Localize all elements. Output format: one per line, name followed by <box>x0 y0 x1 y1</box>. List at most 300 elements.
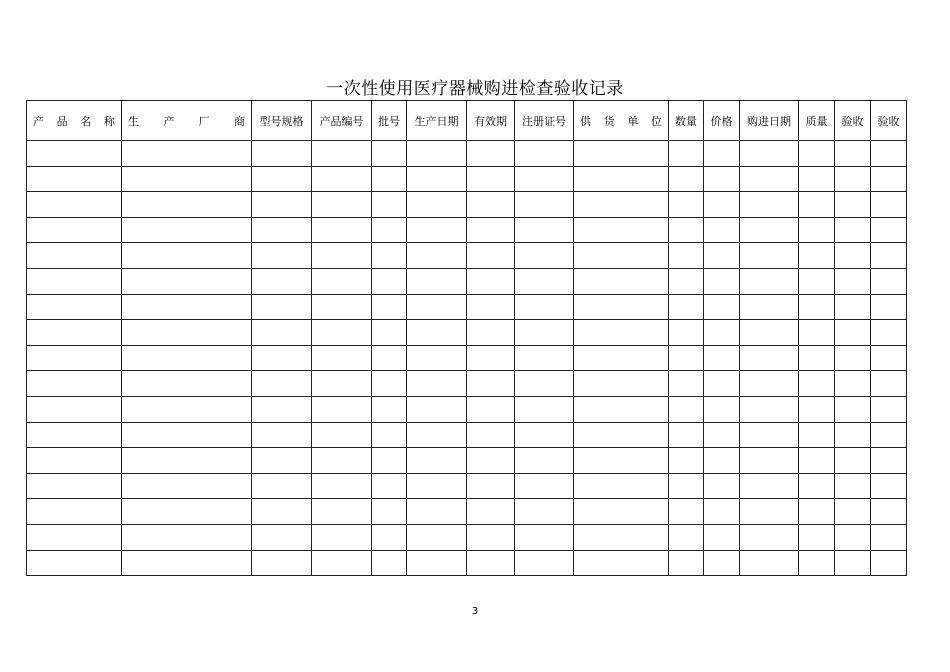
table-cell[interactable] <box>407 320 467 346</box>
table-cell[interactable] <box>740 217 799 243</box>
table-cell[interactable] <box>312 345 372 371</box>
table-cell[interactable] <box>407 192 467 218</box>
table-cell[interactable] <box>372 524 407 550</box>
table-cell[interactable] <box>740 371 799 397</box>
header-char: 单 <box>627 114 639 128</box>
table-cell[interactable] <box>252 141 312 167</box>
table-cell[interactable] <box>252 524 312 550</box>
table-cell[interactable] <box>669 550 704 576</box>
table-cell[interactable] <box>515 320 574 346</box>
table-cell[interactable] <box>704 345 740 371</box>
table-cell[interactable] <box>704 396 740 422</box>
document-title: 一次性使用医疗器械购进检查验收记录 <box>326 79 624 99</box>
table-cell[interactable] <box>835 499 871 525</box>
table-cell[interactable] <box>515 268 574 294</box>
table-cell[interactable] <box>740 192 799 218</box>
table-cell[interactable] <box>704 243 740 269</box>
header-char: 供 <box>580 114 591 128</box>
table-cell[interactable] <box>835 320 871 346</box>
table-cell[interactable] <box>704 294 740 320</box>
table-cell[interactable] <box>252 166 312 192</box>
table-cell[interactable] <box>467 550 515 576</box>
table-cell[interactable] <box>669 345 704 371</box>
table-cell[interactable] <box>704 217 740 243</box>
table-cell[interactable] <box>515 422 574 448</box>
table-cell[interactable] <box>871 371 907 397</box>
table-cell[interactable] <box>574 268 669 294</box>
table-cell[interactable] <box>669 268 704 294</box>
table-cell[interactable] <box>669 320 704 346</box>
table-cell[interactable] <box>252 192 312 218</box>
inspection-record-table <box>26 100 907 576</box>
table-cell[interactable] <box>574 320 669 346</box>
table-cell[interactable] <box>467 217 515 243</box>
table-cell[interactable] <box>122 192 252 218</box>
table-cell[interactable] <box>407 345 467 371</box>
table-cell[interactable] <box>467 422 515 448</box>
header-char: 商 <box>233 114 245 128</box>
table-cell[interactable] <box>407 550 467 576</box>
table-cell[interactable] <box>122 422 252 448</box>
table-cell[interactable] <box>799 499 835 525</box>
table-row <box>27 371 907 397</box>
table-cell[interactable] <box>122 268 252 294</box>
table-cell[interactable] <box>835 371 871 397</box>
header-product-name <box>27 101 122 141</box>
table-cell[interactable] <box>122 320 252 346</box>
table-row <box>27 268 907 294</box>
table-cell[interactable] <box>835 396 871 422</box>
table-cell[interactable] <box>515 192 574 218</box>
table-cell[interactable] <box>704 141 740 167</box>
header-char: 品 <box>56 114 68 128</box>
table-cell[interactable] <box>515 550 574 576</box>
table-row <box>27 192 907 218</box>
table-cell[interactable] <box>740 448 799 474</box>
table-cell[interactable] <box>835 448 871 474</box>
table-cell[interactable] <box>740 141 799 167</box>
table-cell[interactable] <box>799 217 835 243</box>
table-cell[interactable] <box>252 217 312 243</box>
table-cell[interactable] <box>372 268 407 294</box>
header-char: 位 <box>650 114 662 128</box>
table-cell[interactable] <box>871 448 907 474</box>
header-acceptance-2: 验收 <box>871 101 907 141</box>
table-cell[interactable] <box>799 294 835 320</box>
table-cell[interactable] <box>312 499 372 525</box>
table-cell[interactable] <box>574 422 669 448</box>
table-cell[interactable] <box>27 473 122 499</box>
table-cell[interactable] <box>467 473 515 499</box>
table-cell[interactable] <box>574 396 669 422</box>
table-body <box>27 141 907 576</box>
table-row <box>27 396 907 422</box>
table-cell[interactable] <box>407 473 467 499</box>
table-cell[interactable] <box>372 345 407 371</box>
table-cell[interactable] <box>871 550 907 576</box>
table-cell[interactable] <box>835 166 871 192</box>
table-cell[interactable] <box>740 499 799 525</box>
table-cell[interactable] <box>372 192 407 218</box>
table-cell[interactable] <box>574 192 669 218</box>
table-row <box>27 499 907 525</box>
table-cell[interactable] <box>122 294 252 320</box>
table-cell[interactable] <box>312 192 372 218</box>
table-cell[interactable] <box>407 166 467 192</box>
table-row <box>27 422 907 448</box>
table-cell[interactable] <box>27 294 122 320</box>
table-cell[interactable] <box>467 524 515 550</box>
table-cell[interactable] <box>515 448 574 474</box>
table-cell[interactable] <box>704 371 740 397</box>
table-cell[interactable] <box>740 294 799 320</box>
table-cell[interactable] <box>515 396 574 422</box>
table-cell[interactable] <box>467 396 515 422</box>
table-cell[interactable] <box>312 396 372 422</box>
header-production-date: 生产日期 <box>407 101 467 141</box>
table-cell[interactable] <box>574 499 669 525</box>
table-cell[interactable] <box>799 396 835 422</box>
table-cell[interactable] <box>27 320 122 346</box>
table-cell[interactable] <box>515 217 574 243</box>
table-cell[interactable] <box>467 268 515 294</box>
table-cell[interactable] <box>740 473 799 499</box>
table-cell[interactable] <box>799 473 835 499</box>
table-cell[interactable] <box>312 166 372 192</box>
table-cell[interactable] <box>871 217 907 243</box>
table-cell[interactable] <box>669 473 704 499</box>
table-cell[interactable] <box>407 294 467 320</box>
table-cell[interactable] <box>252 396 312 422</box>
table-cell[interactable] <box>252 320 312 346</box>
table-cell[interactable] <box>372 243 407 269</box>
table-cell[interactable] <box>372 217 407 243</box>
table-cell[interactable] <box>740 524 799 550</box>
table-cell[interactable] <box>871 141 907 167</box>
table-cell[interactable] <box>835 524 871 550</box>
table-cell[interactable] <box>27 396 122 422</box>
table-cell[interactable] <box>122 166 252 192</box>
table-cell[interactable] <box>669 448 704 474</box>
table-cell[interactable] <box>372 294 407 320</box>
header-purchase-date: 购进日期 <box>740 101 799 141</box>
table-cell[interactable] <box>515 166 574 192</box>
table-cell[interactable] <box>515 524 574 550</box>
table-cell[interactable] <box>871 320 907 346</box>
table-cell[interactable] <box>799 192 835 218</box>
table-cell[interactable] <box>669 294 704 320</box>
table-cell[interactable] <box>574 473 669 499</box>
table-cell[interactable] <box>669 524 704 550</box>
table-cell[interactable] <box>515 243 574 269</box>
table-cell[interactable] <box>574 550 669 576</box>
table-cell[interactable] <box>835 473 871 499</box>
table-cell[interactable] <box>835 217 871 243</box>
table-cell[interactable] <box>799 141 835 167</box>
table-cell[interactable] <box>574 345 669 371</box>
table-cell[interactable] <box>799 268 835 294</box>
table-cell[interactable] <box>871 524 907 550</box>
table-cell[interactable] <box>574 217 669 243</box>
table-cell[interactable] <box>27 422 122 448</box>
table-cell[interactable] <box>835 192 871 218</box>
table-cell[interactable] <box>669 217 704 243</box>
table-cell[interactable] <box>372 320 407 346</box>
table-cell[interactable] <box>27 243 122 269</box>
table-cell[interactable] <box>27 524 122 550</box>
table-cell[interactable] <box>27 192 122 218</box>
table-cell[interactable] <box>669 192 704 218</box>
table-cell[interactable] <box>27 345 122 371</box>
header-expiry: 有效期 <box>467 101 515 141</box>
table-cell[interactable] <box>799 448 835 474</box>
table-cell[interactable] <box>574 448 669 474</box>
header-registration-number: 注册证号 <box>515 101 574 141</box>
table-cell[interactable] <box>515 371 574 397</box>
table-cell[interactable] <box>871 499 907 525</box>
table-cell[interactable] <box>122 524 252 550</box>
table-cell[interactable] <box>871 243 907 269</box>
table-row <box>27 473 907 499</box>
table-cell[interactable] <box>740 166 799 192</box>
table-cell[interactable] <box>871 345 907 371</box>
table-cell[interactable] <box>122 499 252 525</box>
header-char: 称 <box>103 114 115 128</box>
table-cell[interactable] <box>871 473 907 499</box>
table-cell[interactable] <box>312 524 372 550</box>
table-cell[interactable] <box>407 422 467 448</box>
table-cell[interactable] <box>704 550 740 576</box>
table-cell[interactable] <box>467 448 515 474</box>
table-cell[interactable] <box>740 320 799 346</box>
table-cell[interactable] <box>312 294 372 320</box>
table-cell[interactable] <box>669 371 704 397</box>
table-cell[interactable] <box>704 499 740 525</box>
table-cell[interactable] <box>740 345 799 371</box>
table-cell[interactable] <box>740 550 799 576</box>
table-row <box>27 243 907 269</box>
header-model-spec: 型号规格 <box>252 101 312 141</box>
header-quality: 质量 <box>799 101 835 141</box>
table-cell[interactable] <box>799 345 835 371</box>
table-cell[interactable] <box>799 166 835 192</box>
table-cell[interactable] <box>407 268 467 294</box>
table-cell[interactable] <box>515 294 574 320</box>
table-cell[interactable] <box>574 166 669 192</box>
table-cell[interactable] <box>467 166 515 192</box>
table-row <box>27 448 907 474</box>
table-cell[interactable] <box>704 422 740 448</box>
table-row <box>27 166 907 192</box>
table-cell[interactable] <box>312 217 372 243</box>
table-cell[interactable] <box>407 371 467 397</box>
table-cell[interactable] <box>312 448 372 474</box>
table-cell[interactable] <box>252 371 312 397</box>
table-cell[interactable] <box>704 473 740 499</box>
table-cell[interactable] <box>372 422 407 448</box>
table-row <box>27 217 907 243</box>
table-cell[interactable] <box>407 499 467 525</box>
table-cell[interactable] <box>122 550 252 576</box>
header-quantity: 数量 <box>669 101 704 141</box>
table-cell[interactable] <box>252 550 312 576</box>
table-cell[interactable] <box>704 448 740 474</box>
table-cell[interactable] <box>835 243 871 269</box>
table-cell[interactable] <box>312 422 372 448</box>
table-cell[interactable] <box>372 448 407 474</box>
table-cell[interactable] <box>740 268 799 294</box>
table-cell[interactable] <box>372 473 407 499</box>
table-cell[interactable] <box>574 524 669 550</box>
header-supplier <box>574 101 669 141</box>
table-cell[interactable] <box>799 422 835 448</box>
table-cell[interactable] <box>372 371 407 397</box>
table-cell[interactable] <box>372 141 407 167</box>
table-cell[interactable] <box>252 422 312 448</box>
table-cell[interactable] <box>467 294 515 320</box>
table-cell[interactable] <box>467 499 515 525</box>
table-cell[interactable] <box>799 550 835 576</box>
table-row <box>27 294 907 320</box>
table-cell[interactable] <box>27 371 122 397</box>
table-cell[interactable] <box>740 396 799 422</box>
table-cell[interactable] <box>27 141 122 167</box>
table-cell[interactable] <box>27 550 122 576</box>
header-product-code: 产品编号 <box>312 101 372 141</box>
table-cell[interactable] <box>835 550 871 576</box>
table-cell[interactable] <box>799 320 835 346</box>
table-cell[interactable] <box>27 499 122 525</box>
table-cell[interactable] <box>467 320 515 346</box>
header-row <box>27 101 907 141</box>
table-cell[interactable] <box>740 243 799 269</box>
table-cell[interactable] <box>835 345 871 371</box>
table-cell[interactable] <box>515 499 574 525</box>
table-cell[interactable] <box>740 422 799 448</box>
table-cell[interactable] <box>312 320 372 346</box>
table-cell[interactable] <box>122 243 252 269</box>
table-cell[interactable] <box>122 217 252 243</box>
table-cell[interactable] <box>407 141 467 167</box>
table-cell[interactable] <box>871 422 907 448</box>
table-cell[interactable] <box>467 345 515 371</box>
table-cell[interactable] <box>252 473 312 499</box>
table-cell[interactable] <box>669 166 704 192</box>
table-cell[interactable] <box>312 371 372 397</box>
table-cell[interactable] <box>122 448 252 474</box>
header-char: 厂 <box>198 114 210 128</box>
table-cell[interactable] <box>312 268 372 294</box>
table-cell[interactable] <box>122 396 252 422</box>
table-cell[interactable] <box>252 243 312 269</box>
table-row <box>27 345 907 371</box>
table-cell[interactable] <box>407 243 467 269</box>
header-char: 产 <box>163 114 175 128</box>
table-cell[interactable] <box>835 268 871 294</box>
table-cell[interactable] <box>312 473 372 499</box>
header-char: 名 <box>80 114 92 128</box>
header-char: 产 <box>33 114 44 128</box>
table-cell[interactable] <box>704 268 740 294</box>
table-cell[interactable] <box>669 141 704 167</box>
table-cell[interactable] <box>871 294 907 320</box>
table-cell[interactable] <box>252 268 312 294</box>
table-cell[interactable] <box>574 141 669 167</box>
table-cell[interactable] <box>669 243 704 269</box>
table-cell[interactable] <box>704 192 740 218</box>
table-cell[interactable] <box>799 243 835 269</box>
table-cell[interactable] <box>27 268 122 294</box>
table-cell[interactable] <box>515 473 574 499</box>
table-cell[interactable] <box>467 371 515 397</box>
table-cell[interactable] <box>252 448 312 474</box>
table-cell[interactable] <box>704 524 740 550</box>
table-cell[interactable] <box>27 448 122 474</box>
table-cell[interactable] <box>312 141 372 167</box>
table-cell[interactable] <box>372 396 407 422</box>
table-cell[interactable] <box>871 396 907 422</box>
table-cell[interactable] <box>372 550 407 576</box>
table-cell[interactable] <box>372 166 407 192</box>
table-cell[interactable] <box>122 141 252 167</box>
table-cell[interactable] <box>122 345 252 371</box>
table-cell[interactable] <box>704 166 740 192</box>
table-cell[interactable] <box>799 371 835 397</box>
table-cell[interactable] <box>574 294 669 320</box>
table-cell[interactable] <box>669 396 704 422</box>
table-cell[interactable] <box>252 294 312 320</box>
table-cell[interactable] <box>574 243 669 269</box>
table-cell[interactable] <box>312 243 372 269</box>
table-cell[interactable] <box>407 524 467 550</box>
table-row <box>27 141 907 167</box>
table-cell[interactable] <box>669 499 704 525</box>
table-cell[interactable] <box>122 473 252 499</box>
table-cell[interactable] <box>871 166 907 192</box>
table-cell[interactable] <box>704 320 740 346</box>
table-cell[interactable] <box>515 345 574 371</box>
table-cell[interactable] <box>407 217 467 243</box>
table-cell[interactable] <box>122 371 252 397</box>
table-cell[interactable] <box>467 192 515 218</box>
header-manufacturer <box>122 101 252 141</box>
table-cell[interactable] <box>871 268 907 294</box>
table-cell[interactable] <box>515 141 574 167</box>
table-cell[interactable] <box>252 499 312 525</box>
table-cell[interactable] <box>669 422 704 448</box>
header-char: 生 <box>128 114 139 128</box>
table-cell[interactable] <box>871 192 907 218</box>
table-cell[interactable] <box>312 550 372 576</box>
page-number: 3 <box>471 606 479 617</box>
table-cell[interactable] <box>27 217 122 243</box>
table-cell[interactable] <box>372 499 407 525</box>
table-cell[interactable] <box>467 243 515 269</box>
table-cell[interactable] <box>835 294 871 320</box>
table-cell[interactable] <box>835 141 871 167</box>
table-cell[interactable] <box>799 524 835 550</box>
table-cell[interactable] <box>407 396 467 422</box>
table-cell[interactable] <box>252 345 312 371</box>
table-cell[interactable] <box>27 166 122 192</box>
header-price: 价格 <box>704 101 740 141</box>
header-char: 货 <box>603 114 615 128</box>
table-cell[interactable] <box>835 422 871 448</box>
table-cell[interactable] <box>574 371 669 397</box>
table-cell[interactable] <box>467 141 515 167</box>
table-cell[interactable] <box>407 448 467 474</box>
header-acceptance-1: 验收 <box>835 101 871 141</box>
